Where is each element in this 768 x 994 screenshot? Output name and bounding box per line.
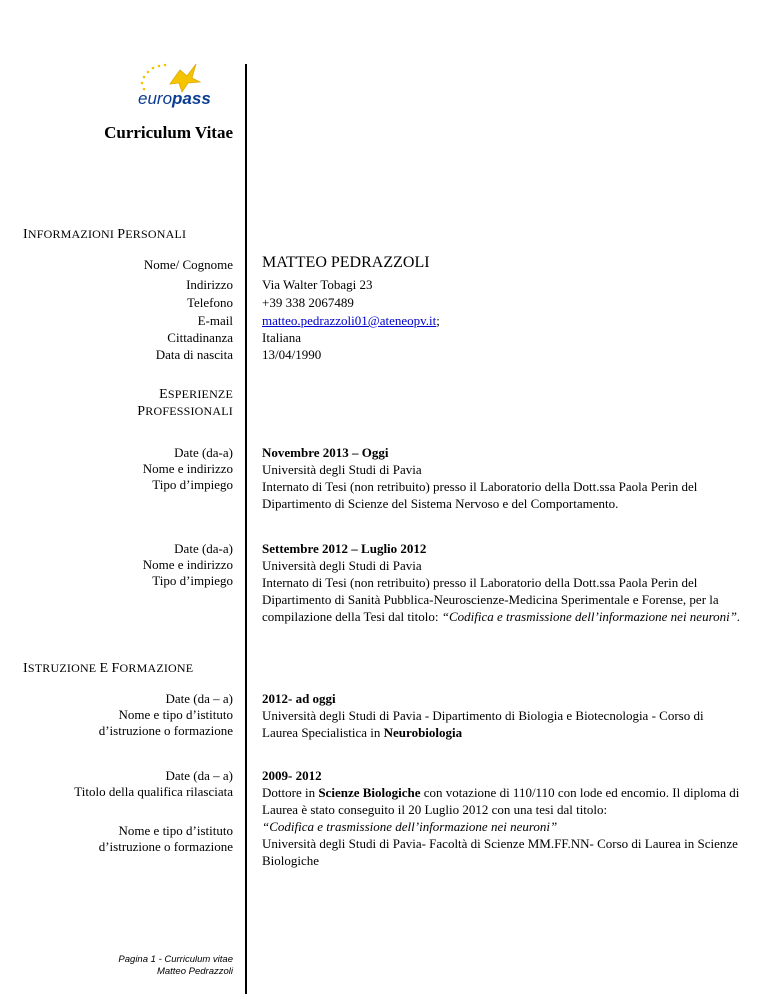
citizenship-label: Cittadinanza (167, 330, 233, 345)
email-label: E-mail (197, 313, 233, 328)
edu1-dates: 2012- ad oggi (262, 691, 336, 706)
exp2-description: Internato di Tesi (non retribuito) presso il Laboratorio della Dott.ssa Paola Perin del Dipartimento di Sanità Pubblica-Neuroscienze-Medicina Sperimentale e Forense, per la compilazione della Tesi dal titolo: (262, 575, 719, 624)
exp1-description: Internato di Tesi (non retribuito) presso il Laboratorio della Dott.ssa Paola Perin del Dipartimento di Scienze del Sistema Nervoso e del Comportamento. (262, 479, 698, 511)
section-experience-line1: ESPERIENZE (159, 387, 233, 402)
europass-logo (130, 56, 230, 110)
edu2-text-block (262, 784, 742, 818)
europass-star-figure-icon (130, 56, 230, 110)
edu1-field: Neurobiologia (383, 725, 463, 740)
email-link[interactable]: matteo.pedrazzoli01@ateneopv.it (262, 313, 437, 328)
footer-line1: Pagina 1 - Curriculum vitae (118, 954, 233, 965)
edu1-label-inst-2: d’istruzione o formazione (98, 723, 233, 738)
section-personal-text: INFORMAZIONI PERSONALI (23, 227, 187, 242)
exp2-dates: Settembre 2012 – Luglio 2012 (262, 541, 427, 556)
phone-value: +39 338 2067489 (262, 295, 354, 310)
phone-label: Telefono (186, 295, 233, 310)
exp1-label-dates: Date (da-a) (174, 445, 233, 460)
edu2-label-inst-2: d’istruzione o formazione (98, 839, 233, 854)
email-suffix: ; (436, 313, 440, 328)
edu2-label-title: Titolo della qualifica rilasciata (74, 784, 233, 799)
exp1-dates: Novembre 2013 – Oggi (262, 445, 389, 460)
exp2-thesis-title: “Codifica e trasmissione dell’informazione nei neuroni”. (441, 609, 741, 624)
birthdate-label: Data di nascita (155, 347, 233, 362)
edu2-field: Scienze Biologiche (318, 785, 421, 800)
exp2-description-block (262, 574, 742, 625)
edu2-dates: 2009- 2012 (262, 768, 322, 783)
exp1-label-type: Tipo d’impiego (152, 477, 233, 492)
edu1-text: Università degli Studi di Pavia - Dipartimento di Biologia e Biotecnologia - Corso di Laurea Specialistica in (262, 708, 704, 740)
address-value: Via Walter Tobagi 23 (262, 277, 373, 292)
logo-pass-text: pass (172, 89, 211, 108)
edu1-content (262, 690, 742, 741)
edu2-institution: Università degli Studi di Pavia- Facoltà di Scienze MM.FF.NN- Corso di Laurea in Scienze Biologiche (262, 836, 738, 868)
svg-text:europass (138, 89, 211, 108)
edu2-thesis-title: “Codifica e trasmissione dell’informazione nei neuroni” (262, 819, 558, 834)
edu2-label-inst-1: Nome e tipo d’istituto (118, 823, 233, 838)
section-education-title (23, 660, 193, 677)
edu1-label-inst-1: Nome e tipo d’istituto (118, 707, 233, 722)
document-title: Curriculum Vitae (104, 123, 233, 142)
citizenship-value: Italiana (262, 330, 301, 345)
edu2-text-2: con votazione di 110/110 con lode ed encomio. Il diploma di Laurea è stato conseguito il 20 Luglio 2012 con una tesi dal titolo: (262, 785, 740, 817)
edu2-content (262, 767, 742, 869)
vertical-divider (245, 64, 247, 994)
section-experience-line2: PROFESSIONALI (137, 404, 233, 419)
exp2-label-type: Tipo d’impiego (152, 573, 233, 588)
logo-euro-text: euro (138, 89, 173, 108)
edu1-text-block (262, 707, 742, 741)
exp1-employer: Università degli Studi di Pavia (262, 462, 422, 477)
exp2-label-dates: Date (da-a) (174, 541, 233, 556)
section-education-text: ISTRUZIONE E FORMAZIONE (23, 661, 194, 676)
name-value: MATTEO PEDRAZZOLI (262, 254, 430, 271)
exp2-employer: Università degli Studi di Pavia (262, 558, 422, 573)
edu2-text-1: Dottore in (262, 785, 319, 800)
section-personal-title (23, 226, 186, 243)
footer-line2: Matteo Pedrazzoli (156, 966, 233, 977)
email-row (262, 312, 742, 329)
name-label: Nome/ Cognome (143, 257, 233, 272)
edu1-label-dates: Date (da – a) (165, 691, 233, 706)
section-experience-title (137, 386, 233, 420)
exp1-content (262, 444, 742, 512)
birthdate-value: 13/04/1990 (262, 347, 322, 362)
address-label: Indirizzo (186, 277, 233, 292)
edu2-label-dates: Date (da – a) (165, 768, 233, 783)
page-footer (118, 954, 233, 978)
exp1-label-employer: Nome e indirizzo (142, 461, 233, 476)
exp2-label-employer: Nome e indirizzo (142, 557, 233, 572)
exp2-content (262, 540, 742, 625)
